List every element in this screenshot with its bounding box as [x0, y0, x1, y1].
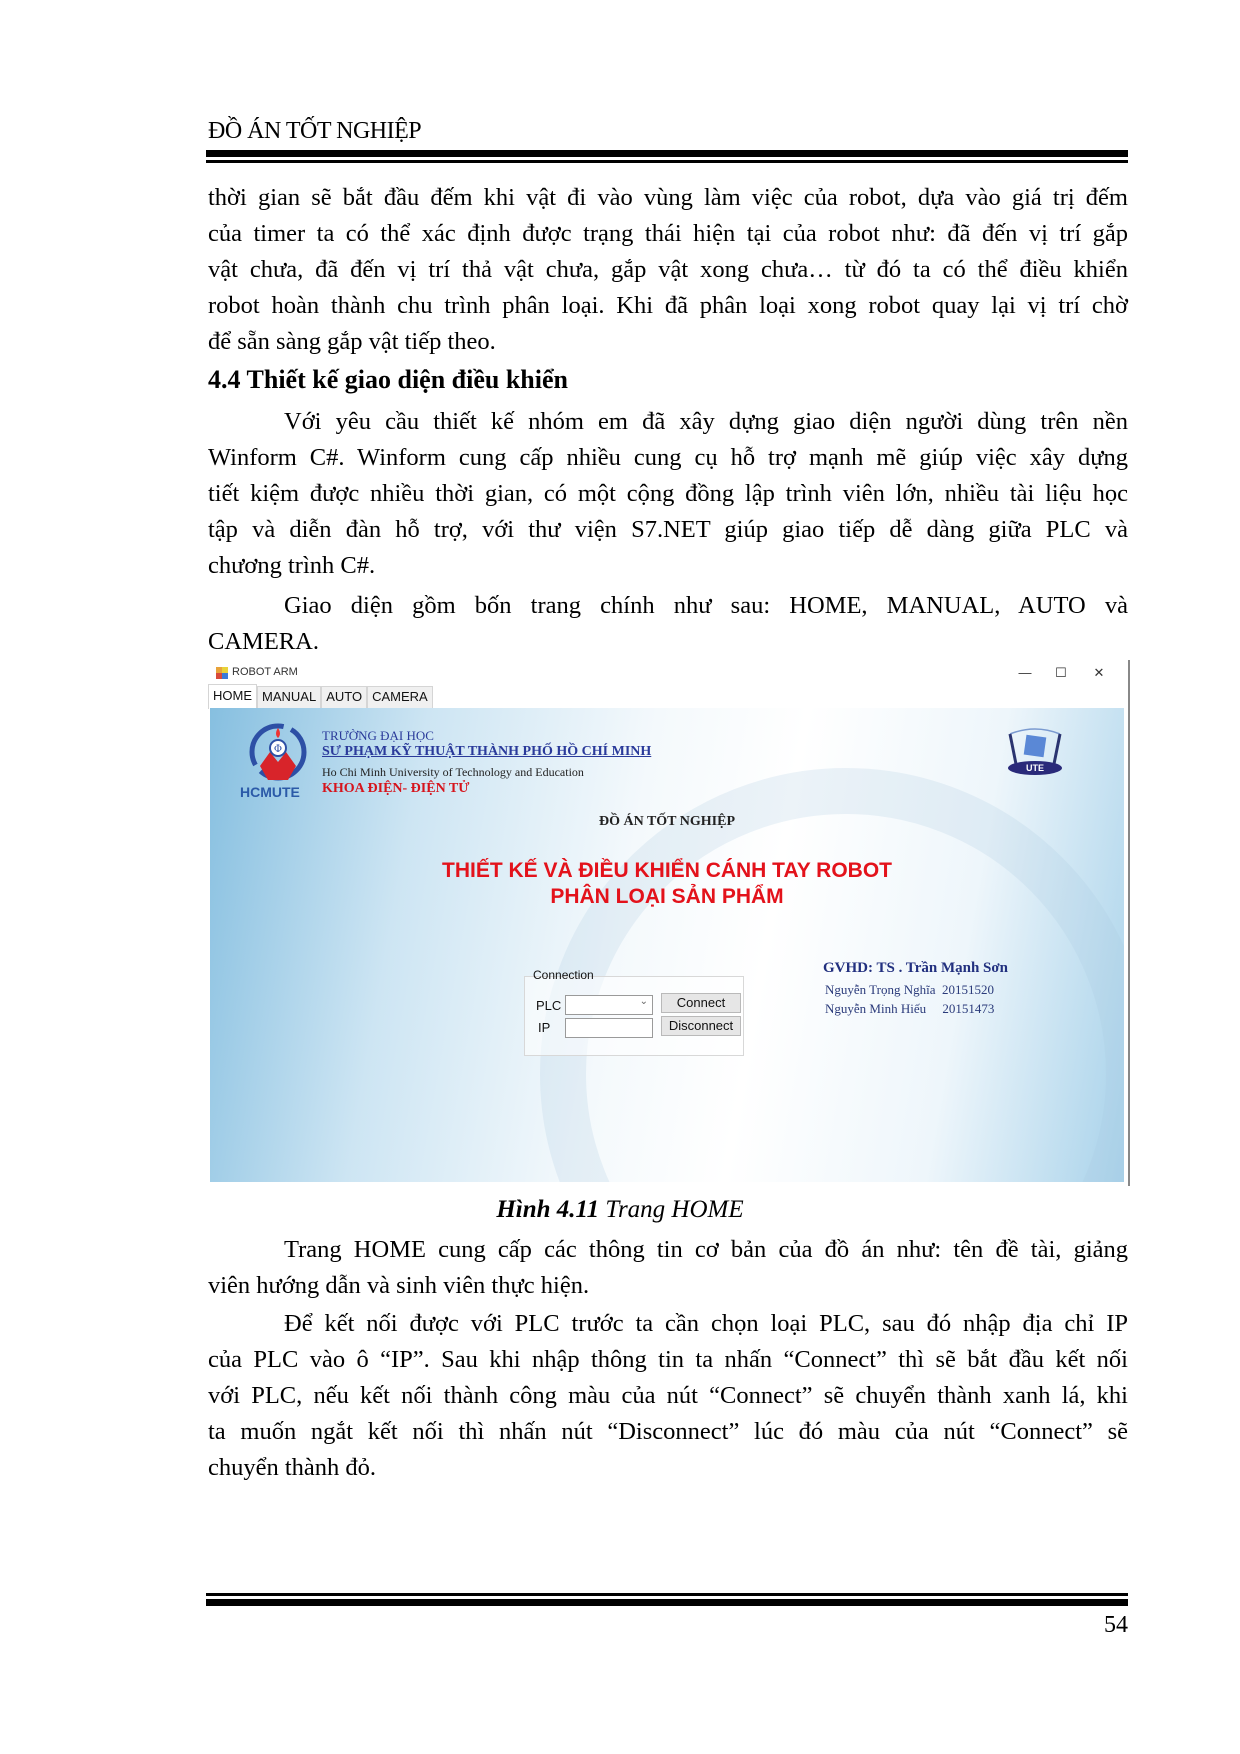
footer-rule-thick	[206, 1599, 1128, 1606]
svg-text:Φ: Φ	[273, 744, 283, 755]
page-number: 54	[1104, 1612, 1128, 1638]
close-icon[interactable]: ✕	[1093, 665, 1105, 680]
hcmute-logo-text: HCMUTE	[240, 784, 300, 800]
header-rule-thick	[206, 150, 1128, 157]
faculty-name: KHOA ĐIỆN- ĐIỆN TỬ	[322, 781, 470, 796]
intro-paragraph	[208, 180, 1128, 360]
text-line: Với yêu cầu thiết kế nhóm em đã xây dựng giao diện người dùng trên nền	[284, 408, 1128, 435]
project-title-line1: THIẾT KẾ VÀ ĐIỀU KHIỂN CÁNH TAY ROBOT	[442, 859, 892, 882]
student-name: Nguyễn Minh Hiếu	[825, 1001, 927, 1016]
disconnect-button[interactable]: Disconnect	[661, 1016, 741, 1036]
plc-label: PLC	[536, 998, 562, 1013]
connect-button[interactable]: Connect	[661, 993, 741, 1013]
text-line: để sẵn sàng gắp vật tiếp theo.	[208, 328, 496, 355]
text-line: CAMERA.	[208, 628, 319, 655]
chevron-down-icon: ⌄	[639, 996, 648, 1007]
text-line: chương trình C#.	[208, 552, 376, 579]
window-titlebar[interactable]	[208, 660, 1128, 686]
university-line1: TRƯỜNG ĐẠI HỌC	[322, 728, 434, 743]
tab-auto[interactable]: AUTO	[321, 686, 367, 708]
student-2	[825, 1001, 994, 1017]
text-line: Trang HOME cung cấp các thông tin cơ bản của đồ án như: tên đề tài, giảng	[284, 1236, 1128, 1263]
connection-groupbox	[524, 968, 744, 1056]
ute-logo-icon	[1000, 726, 1070, 776]
text-line: chuyển thành đỏ.	[208, 1454, 377, 1481]
connect-paragraph	[208, 1306, 1128, 1486]
home-paragraph	[208, 1232, 1128, 1304]
tab-home[interactable]: HOME	[208, 684, 257, 709]
text-line: của timer ta có thể xác định được trạng thái hiện tại của robot như: đã đến vị trí gắp	[208, 220, 1128, 247]
text-line: thời gian sẽ bắt đầu đếm khi vật đi vào vùng làm việc của robot, dựa vào giá trị đếm	[208, 184, 1128, 211]
svg-text:UTE: UTE	[1026, 763, 1044, 773]
winform-paragraph	[208, 404, 1128, 584]
minimize-icon[interactable]: —	[1018, 665, 1032, 680]
project-label: ĐỒ ÁN TỐT NGHIỆP	[598, 814, 735, 829]
connection-group-title: Connection	[533, 968, 594, 982]
text-line: với PLC, nếu kết nối thành công màu của nút “Connect” sẽ chuyển thành xanh lá, khi	[208, 1382, 1128, 1409]
ip-label: IP	[538, 1020, 551, 1035]
header-rule-thin	[206, 160, 1128, 163]
running-header-title: ĐỒ ÁN TỐT NGHIỆP	[208, 118, 422, 144]
project-title-line2: PHÂN LOẠI SẢN PHẨM	[550, 885, 784, 908]
university-line2: SƯ PHẠM KỸ THUẬT THÀNH PHỐ HỒ CHÍ MINH	[322, 744, 652, 759]
tab-manual[interactable]: MANUAL	[257, 686, 321, 708]
section-heading: 4.4 Thiết kế giao diện điều khiển	[208, 365, 568, 394]
text-line: tập và diễn đàn hỗ trợ, với thư viện S7.NET giúp giao tiếp dễ dàng giữa PLC và	[208, 516, 1128, 543]
maximize-icon[interactable]: ☐	[1055, 665, 1067, 680]
text-line: tiết kiệm được nhiều thời gian, có một cộng đồng lập trình viên lớn, nhiều tài liệu học	[208, 480, 1128, 507]
plc-select[interactable]	[565, 995, 653, 1015]
text-line: Giao diện gồm bốn trang chính như sau: HOME, MANUAL, AUTO và	[284, 592, 1128, 619]
text-line: viên hướng dẫn và sinh viên thực hiện.	[208, 1272, 590, 1299]
text-line: Winform C#. Winform cung cấp nhiều cung cụ hỗ trợ mạnh mẽ giúp việc xây dựng	[208, 444, 1128, 471]
student-id: 20151520	[942, 982, 995, 997]
text-line: vật chưa, đã đến vị trí thả vật chưa, gắp vật xong chưa… từ đó ta có thể điều khiển	[208, 256, 1128, 283]
student-1	[825, 982, 994, 998]
text-line: của PLC vào ô “IP”. Sau khi nhập thông tin ta nhấn “Connect” thì sẽ bắt đầu kết nối	[208, 1346, 1128, 1373]
tab-strip	[208, 686, 433, 708]
pages-paragraph	[208, 588, 1128, 660]
caption-number: Hình 4.11	[496, 1196, 600, 1223]
caption-text: Trang HOME	[599, 1196, 744, 1223]
text-line: Để kết nối được với PLC trước ta cần chọn loại PLC, sau đó nhập địa chỉ IP	[284, 1310, 1128, 1337]
advisor-name: GVHD: TS . Trần Mạnh Sơn	[823, 960, 1009, 976]
robot-arm-window	[208, 660, 1130, 1186]
app-icon	[216, 667, 228, 679]
window-title: ROBOT ARM	[232, 666, 298, 678]
ip-input[interactable]	[565, 1018, 653, 1038]
text-line: robot hoàn thành chu trình phân loại. Khi đã phân loại xong robot quay lại vị trí chờ	[208, 292, 1128, 319]
figure-caption	[0, 1196, 1240, 1224]
university-english-name: Ho Chi Minh University of Technology and Education	[322, 765, 584, 779]
tab-camera[interactable]: CAMERA	[367, 686, 433, 708]
text-line: ta muốn ngắt kết nối thì nhấn nút “Disconnect” lúc đó màu của nút “Connect” sẽ	[208, 1418, 1128, 1445]
home-tab-content	[210, 708, 1124, 1182]
student-name: Nguyễn Trọng Nghĩa	[825, 982, 936, 997]
student-id: 20151473	[942, 1001, 995, 1016]
footer-rule-thin	[206, 1593, 1128, 1596]
